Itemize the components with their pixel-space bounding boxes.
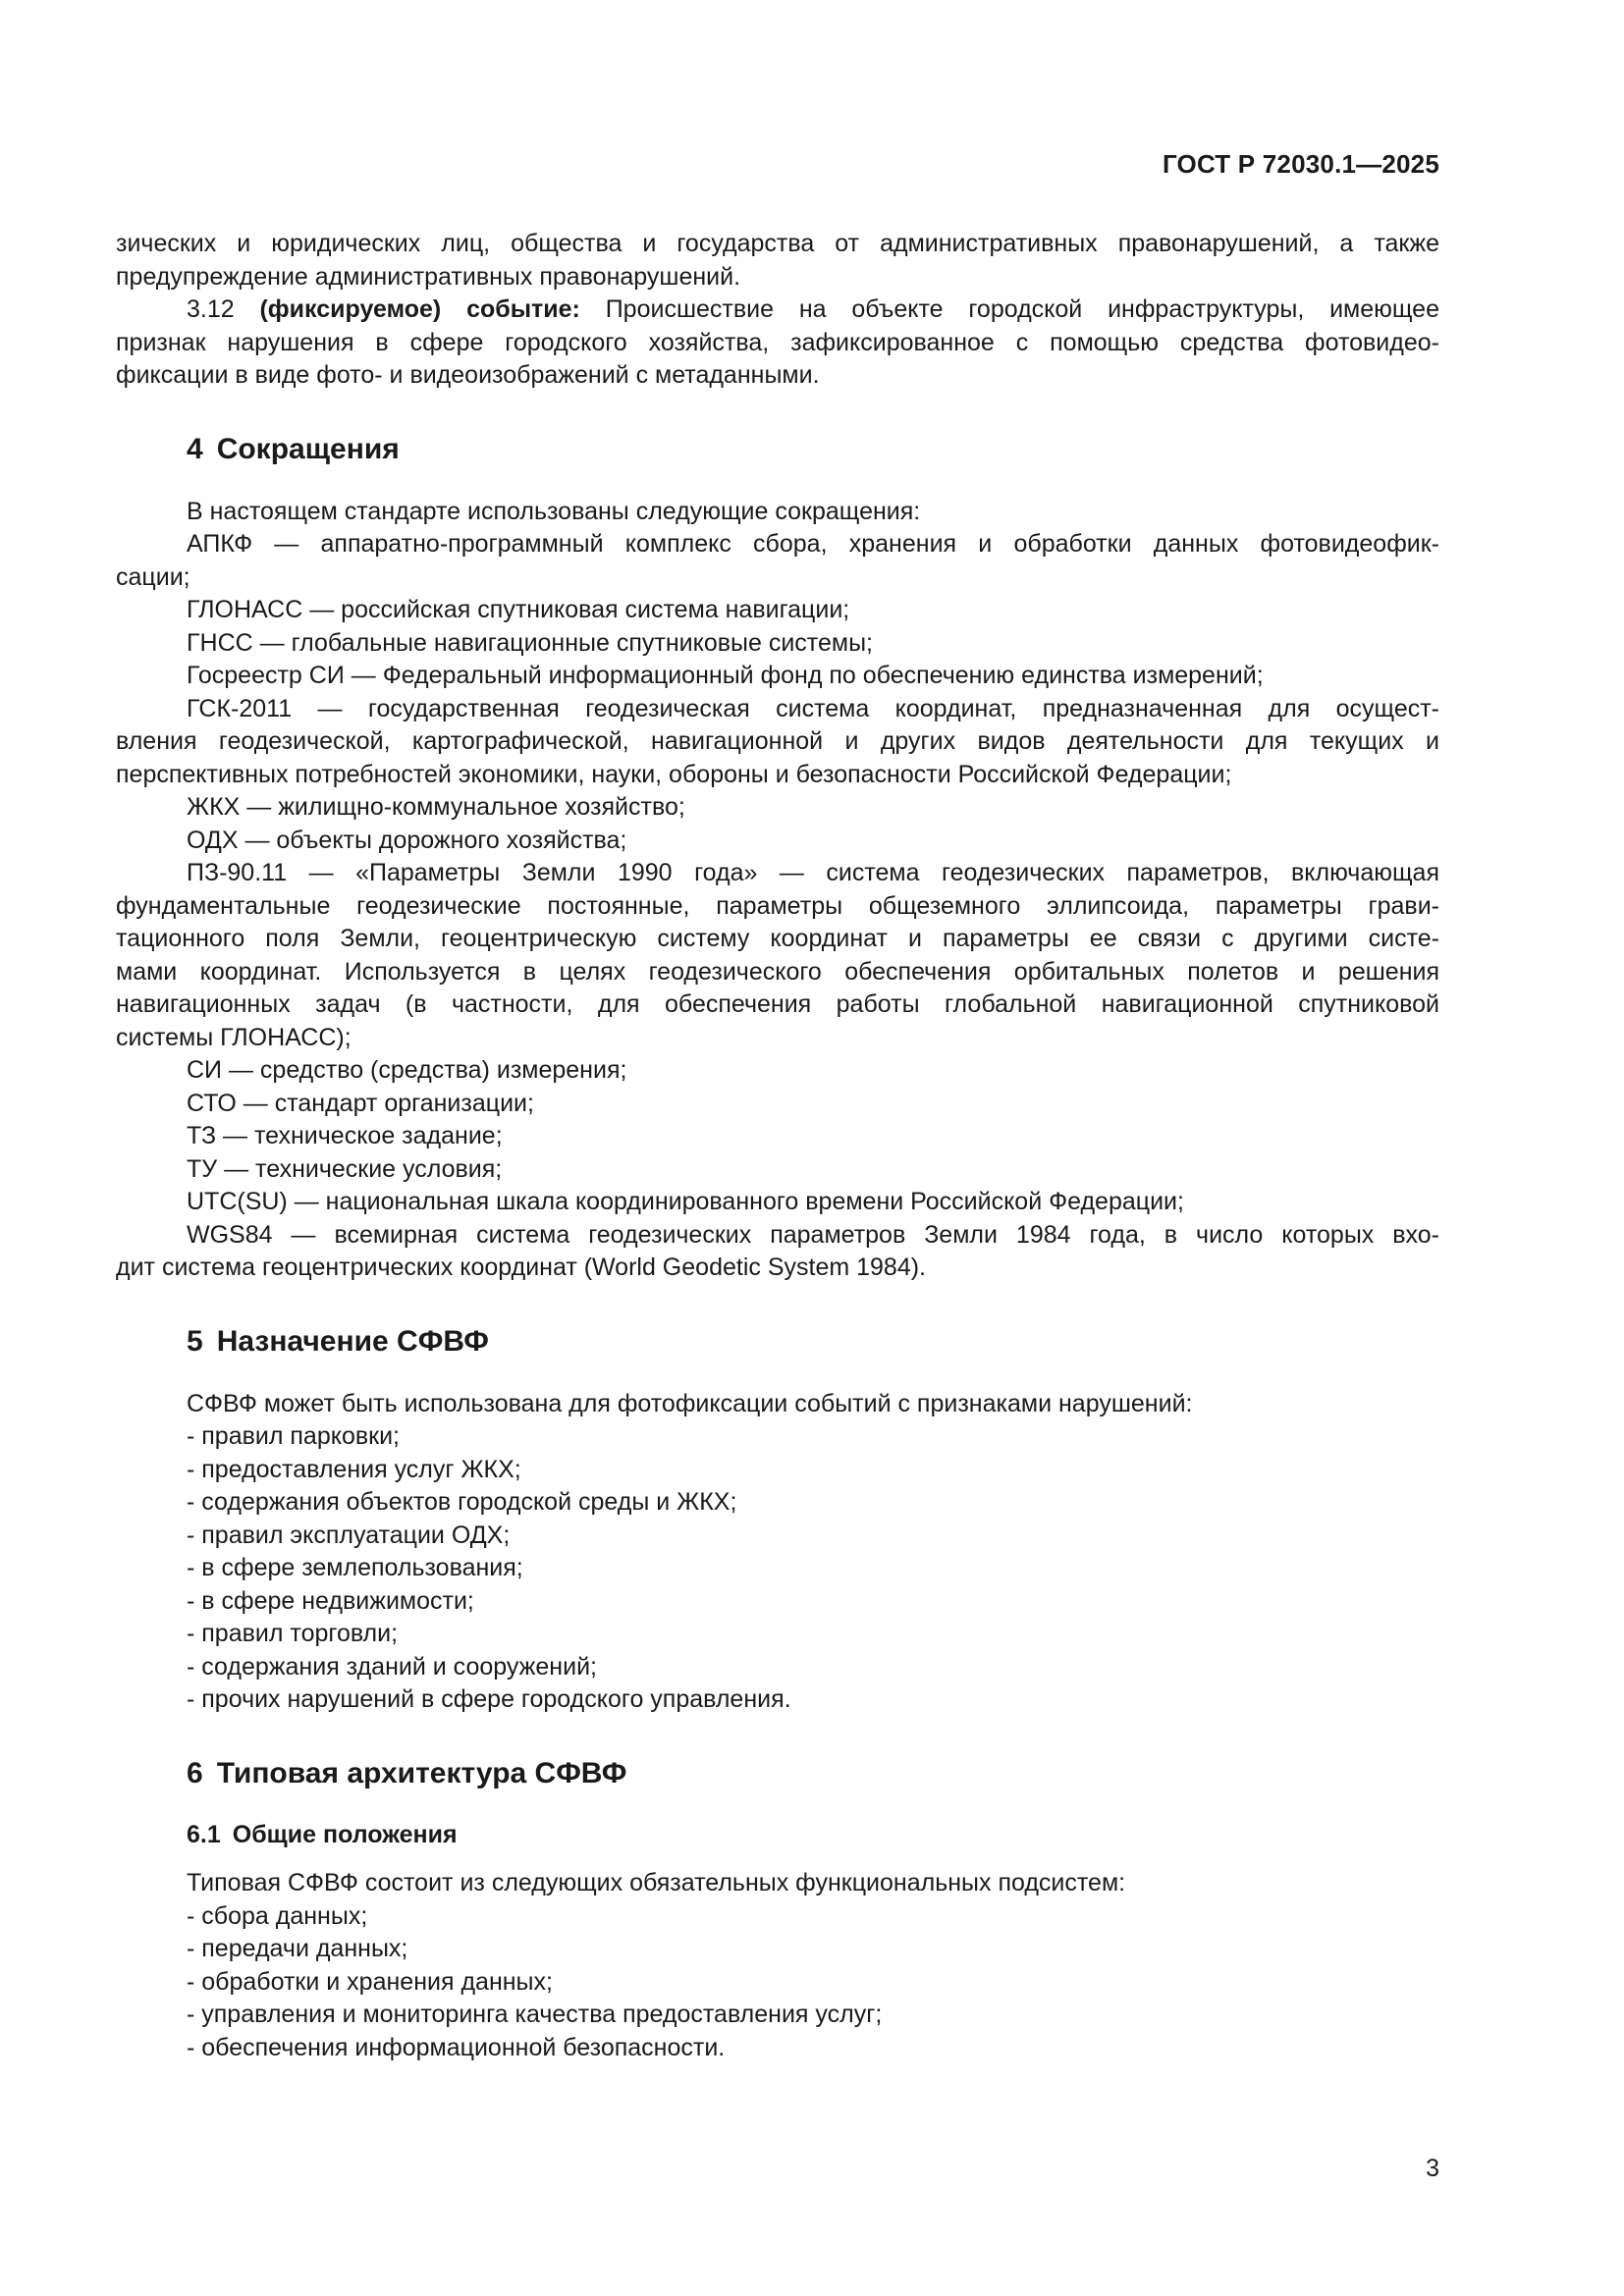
section-intro: Типовая СФВФ состоит из следующих обязательных функциональных подсистем: [187, 1869, 1126, 1896]
section-title: Назначение СФВФ [216, 1324, 489, 1358]
section-number: 6 [187, 1756, 203, 1789]
subsystem-list-item: - передачи данных; [187, 1935, 408, 1962]
paragraph-continuation: зических и юридических лиц, общества и государства от административных правонарушений, а также [116, 230, 1439, 257]
section-number: 4 [187, 432, 203, 465]
purpose-list-item: - правил торговли; [187, 1620, 399, 1647]
abbreviation-item-continuation: мами координат. Используется в целях геодезического обеспечения орбитальных полетов и решения [116, 957, 1439, 986]
definition-3-12 [116, 294, 1439, 327]
abbreviation-item: СТО — стандарт организации; [187, 1089, 534, 1117]
abbreviation-item-continuation: вления геодезической, картографической, навигационной и других видов деятельности для текущих и [116, 727, 1439, 755]
abbreviation-item: WGS84 — всемирная система геодезических параметров Земли 1984 года, в число которых вхо- [187, 1220, 1439, 1249]
subsection-6-1-heading [116, 1819, 1439, 1852]
abbreviation-item-continuation: системы ГЛОНАСС); [116, 1023, 352, 1051]
section-intro: В настоящем стандарте использованы следующие сокращения: [187, 497, 921, 525]
purpose-list-item: - в сфере землепользования; [187, 1554, 523, 1581]
abbreviation-item: ПЗ-90.11 — «Параметры Земли 1990 года» — система геодезических параметров, включающая [187, 859, 1439, 886]
section-title: Сокращения [216, 432, 400, 465]
section-title: Типовая архитектура СФВФ [216, 1756, 627, 1789]
abbreviation-item-continuation: сации; [116, 562, 190, 591]
subsystem-list-item: - обработки и хранения данных; [187, 1967, 553, 1996]
abbreviation-item: АПКФ — аппаратно-программный комплекс сбора, хранения и обработки данных фотовидеофик- [187, 530, 1439, 558]
purpose-list [116, 1420, 1439, 1717]
abbreviation-item: ГСК-2011 — государственная геодезическая система координат, предназначенная для осущест- [187, 694, 1439, 722]
definition-number: 3.12 [187, 295, 235, 323]
subsection-number: 6.1 [187, 1820, 221, 1848]
subsystem-list [116, 1900, 1439, 2065]
section-5-heading [116, 1324, 1439, 1360]
abbreviation-item-continuation: перспективных потребностей экономики, науки, обороны и безопасности Российской Федерации; [116, 760, 1232, 788]
purpose-list-item: - прочих нарушений в сфере городского управления. [187, 1685, 791, 1713]
definition-text: Происшествие на объекте городской инфраструктуры, имеющее [605, 295, 1439, 323]
subsection-title: Общие положения [232, 1820, 458, 1848]
page-number: 3 [1426, 2155, 1439, 2182]
subsystem-list-item: - обеспечения информационной безопасности. [187, 2033, 726, 2061]
definition-text: фиксации в виде фото- и видеоизображений с метаданными. [116, 361, 820, 389]
definition-text: признак нарушения в сфере городского хозяйства, зафиксированное с помощью средства фотовидео- [116, 328, 1439, 356]
abbreviation-item: СИ — средство (средства) измерения; [187, 1056, 627, 1084]
section-number: 5 [187, 1324, 203, 1358]
abbreviation-item: ТУ — технические условия; [187, 1154, 503, 1183]
abbreviation-item-continuation: навигационных задач (в частности, для обеспечения работы глобальной навигационной спутниковой [116, 990, 1439, 1018]
purpose-list-item: - правил эксплуатации ОДХ; [187, 1521, 511, 1549]
section-intro: СФВФ может быть использована для фотофиксации событий с признаками нарушений: [187, 1389, 1193, 1417]
purpose-list-item: - предоставления услуг ЖКХ; [187, 1455, 521, 1483]
abbreviation-item: ГНСС — глобальные навигационные спутниковые системы; [187, 628, 873, 657]
abbreviation-item: Госреестр СИ — Федеральный информационный фонд по обеспечению единства измерений; [187, 662, 1264, 689]
document-id: ГОСТ Р 72030.1—2025 [1162, 149, 1439, 179]
abbreviation-item-continuation: тационного поля Земли, геоцентрическую систему координат и параметры ее связи с другими систе- [116, 925, 1439, 952]
abbreviation-item: ЖКХ — жилищно-коммунальное хозяйство; [187, 793, 685, 821]
section-6-heading [116, 1756, 1439, 1791]
abbreviation-item: UTC(SU) — национальная шкала координированного времени Российской Федерации; [187, 1188, 1184, 1215]
paragraph-continuation: предупреждение административных правонарушений. [116, 262, 741, 291]
page-content [116, 228, 1439, 2064]
definition-term: (фиксируемое) событие: [259, 295, 580, 323]
section-4-heading [116, 432, 1439, 467]
subsystem-list-item: - управления и мониторинга качества предоставления услуг; [187, 2001, 883, 2028]
abbreviation-item: ГЛОНАСС — российская спутниковая система навигации; [187, 596, 850, 623]
purpose-list-item: - в сфере недвижимости; [187, 1586, 474, 1615]
abbreviation-item-continuation: дит система геоцентрических координат (World Geodetic System 1984). [116, 1254, 926, 1281]
purpose-list-item: - содержания зданий и сооружений; [187, 1652, 597, 1681]
abbreviation-list [116, 528, 1439, 1285]
purpose-list-item: - правил парковки; [187, 1422, 400, 1450]
abbreviation-item-continuation: фундаментальные геодезические постоянные, параметры общеземного эллипсоида, параметры грави- [116, 891, 1439, 920]
abbreviation-item: ТЗ — техническое задание; [187, 1122, 503, 1149]
document-page [116, 0, 1439, 2296]
subsystem-list-item: - сбора данных; [187, 1901, 368, 1930]
abbreviation-item: ОДХ — объекты дорожного хозяйства; [187, 826, 627, 854]
purpose-list-item: - содержания объектов городской среды и ЖКХ; [187, 1488, 737, 1516]
